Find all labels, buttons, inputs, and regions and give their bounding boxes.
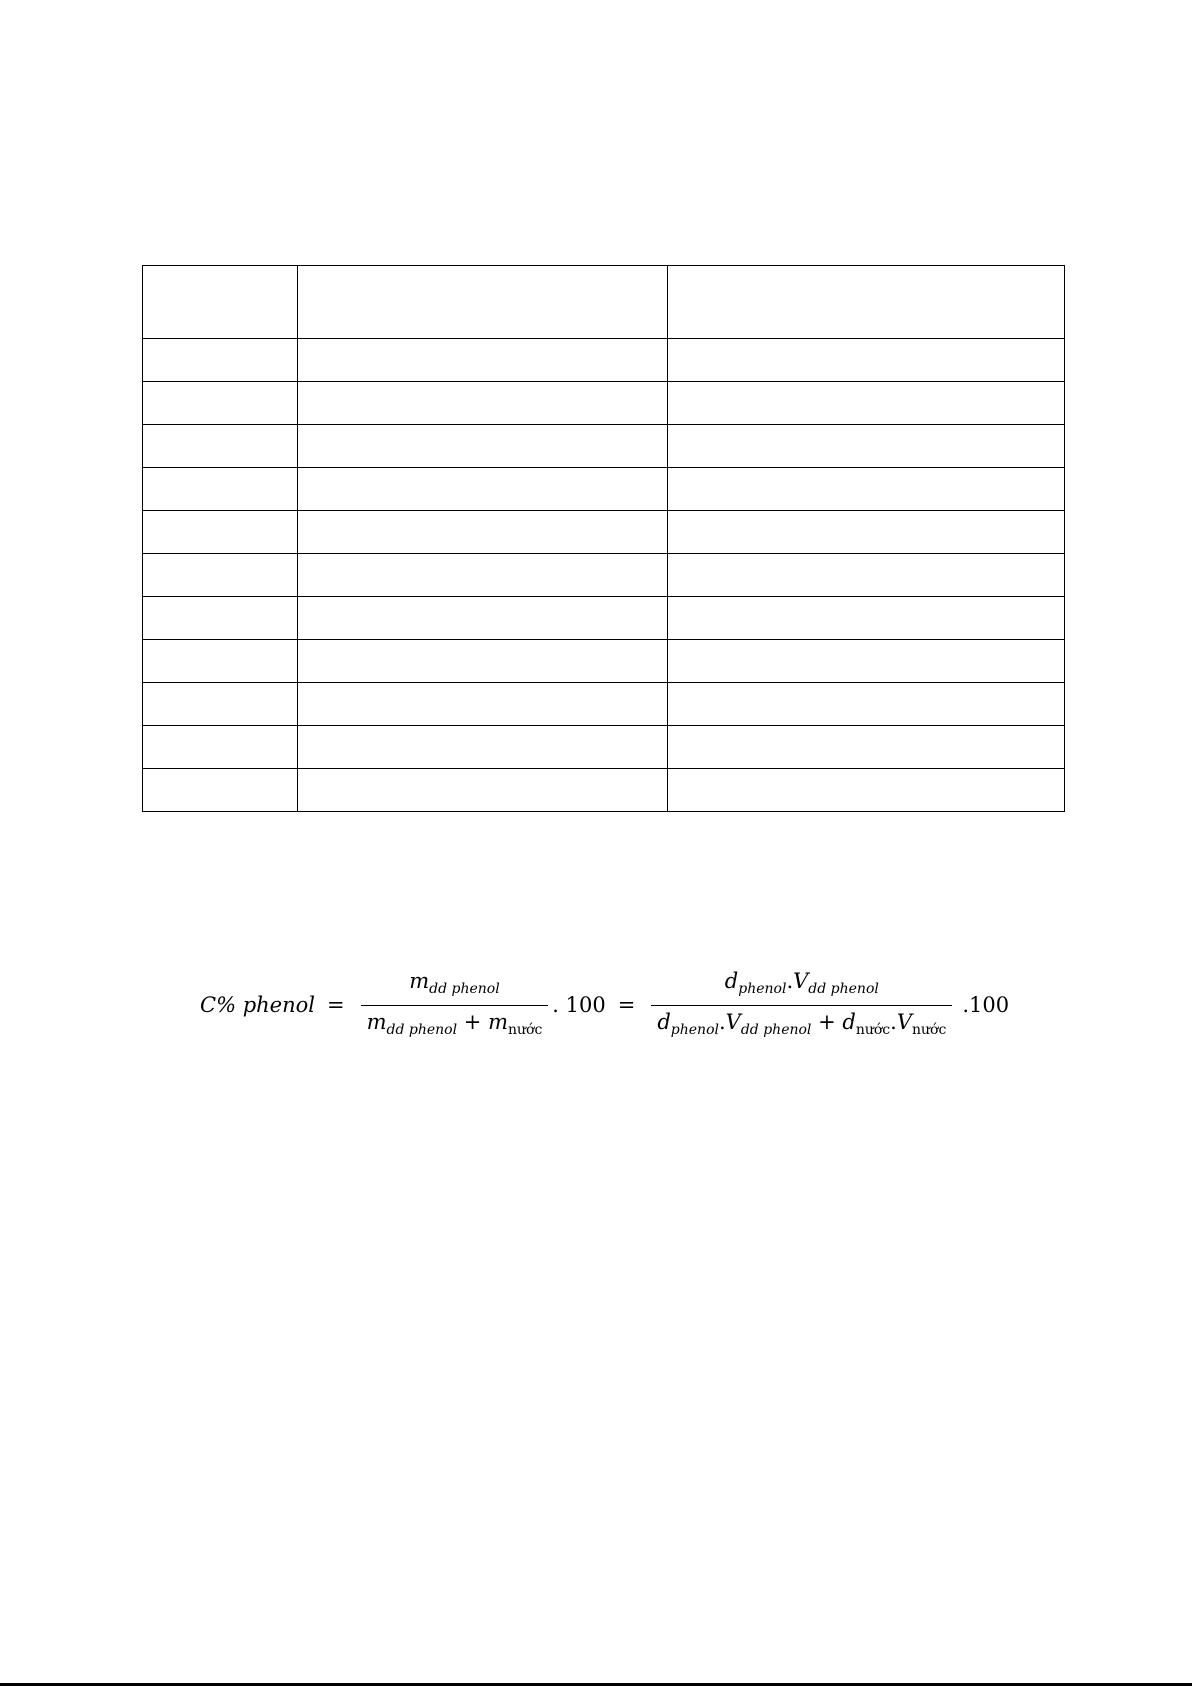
formula-lhs: C% phenol [200, 993, 315, 1017]
table-row [143, 769, 1065, 812]
table-cell [143, 640, 298, 683]
table-cell [668, 597, 1065, 640]
table-cell [298, 339, 668, 382]
formula-equals-1: = [326, 993, 345, 1017]
mass-fraction [361, 968, 549, 1043]
volume-fraction-numerator: $d_{phenol}.V_{dd phenol}$ [724, 968, 879, 997]
header-cell-1 [143, 266, 298, 339]
table-cell [143, 597, 298, 640]
table-cell [143, 769, 298, 812]
table-row [143, 597, 1065, 640]
table-cell [298, 597, 668, 640]
table-cell [668, 683, 1065, 726]
table-cell [668, 726, 1065, 769]
table-row [143, 511, 1065, 554]
table-cell [668, 640, 1065, 683]
empty-data-table [142, 265, 1065, 812]
mass-fraction-numerator: $m_{dd phenol}$ [409, 968, 500, 997]
formula-times-100-2: .100 [962, 993, 1010, 1017]
table-cell [668, 554, 1065, 597]
table-row [143, 468, 1065, 511]
formula-times-100-1: . 100 [552, 993, 606, 1017]
table-cell [143, 511, 298, 554]
table-cell [668, 425, 1065, 468]
mass-fraction-denominator: $m_{dd phenol} + m_{nước}$ [366, 1009, 543, 1038]
table-cell [143, 683, 298, 726]
table-cell [298, 511, 668, 554]
table-body [143, 266, 1065, 812]
table-cell [298, 425, 668, 468]
table-cell [298, 640, 668, 683]
table-cell [143, 382, 298, 425]
table-cell [143, 554, 298, 597]
header-cell-2 [298, 266, 668, 339]
table-cell [143, 339, 298, 382]
table-cell [668, 339, 1065, 382]
table-cell [143, 468, 298, 511]
volume-fraction [651, 968, 952, 1043]
table-cell [668, 511, 1065, 554]
concentration-formula [200, 970, 1009, 1040]
table-cell [668, 382, 1065, 425]
table-cell [298, 683, 668, 726]
table-row [143, 554, 1065, 597]
table-cell [298, 726, 668, 769]
formula-equals-2: = [617, 993, 636, 1017]
table-row [143, 339, 1065, 382]
volume-fraction-denominator: $d_{phenol}.V_{dd phenol} + d_{nước}.V_{nước}$ [657, 1009, 947, 1038]
table-cell [143, 425, 298, 468]
table-row [143, 425, 1065, 468]
table-cell [143, 726, 298, 769]
table-cell [668, 769, 1065, 812]
header-cell-3 [668, 266, 1065, 339]
table-cell [298, 554, 668, 597]
table-row [143, 382, 1065, 425]
table-row [143, 640, 1065, 683]
table-cell [298, 382, 668, 425]
table-cell [298, 468, 668, 511]
table-row [143, 726, 1065, 769]
table-row [143, 683, 1065, 726]
table-header-row [143, 266, 1065, 339]
table-cell [298, 769, 668, 812]
table-cell [668, 468, 1065, 511]
